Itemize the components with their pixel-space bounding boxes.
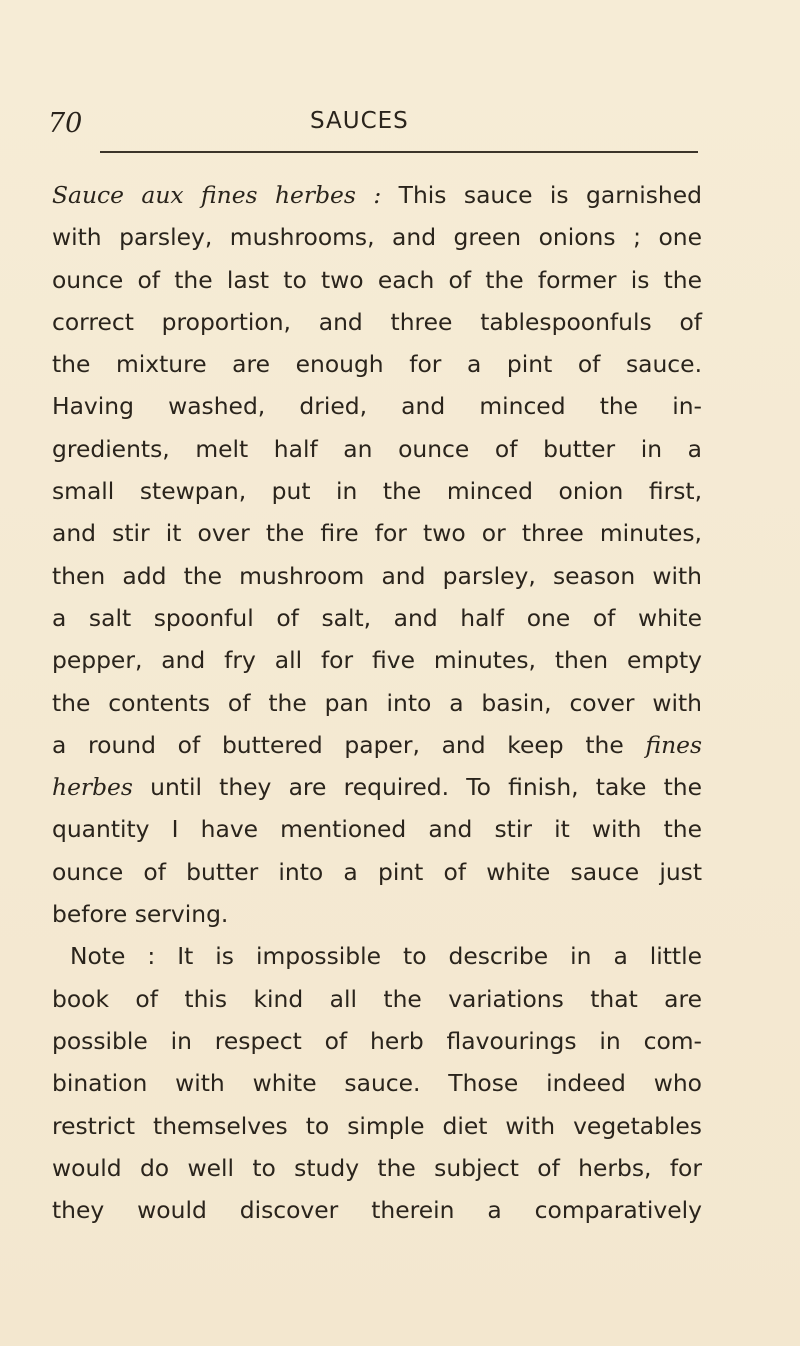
page-number: 70: [48, 108, 83, 139]
text-line: quantity I have mentioned and stir it with the: [52, 815, 702, 844]
text-line: with parsley, mushrooms, and green onions ; one: [52, 223, 702, 252]
text-line: book of this kind all the variations that are: [52, 984, 702, 1013]
italic-term: herbes: [52, 773, 133, 802]
text-line: pepper, and fry all for five minutes, then empty: [52, 646, 702, 675]
text-line: gredients, melt half an ounce of butter in a: [52, 434, 702, 463]
body-text: [52, 174, 702, 1231]
text-line: [52, 724, 702, 766]
text-line: and stir it over the fire for two or three minutes,: [52, 519, 702, 548]
text-line: the contents of the pan into a basin, cover with: [52, 688, 702, 717]
text-line: then add the mushroom and parsley, season with: [52, 561, 702, 590]
text-line: ounce of butter into a pint of white sauce just: [52, 857, 702, 886]
text-line: possible in respect of herb flavourings in com-: [52, 1026, 702, 1055]
line-text: This sauce is garnished: [381, 181, 702, 209]
text-line: would do well to study the subject of herbs, for: [52, 1153, 702, 1182]
text-line: restrict themselves to simple diet with vegetables: [52, 1111, 702, 1140]
line-text: a round of buttered paper, and keep the: [52, 730, 646, 759]
italic-term: fines: [645, 730, 702, 759]
text-line: Having washed, dried, and minced the in-: [52, 392, 702, 421]
text-line: the mixture are enough for a pint of sauce.: [52, 350, 702, 379]
running-head: SAUCES: [310, 108, 409, 134]
text-line: they would discover therein a comparatively: [52, 1196, 702, 1225]
text-line: [52, 174, 702, 216]
text-line: correct proportion, and three tablespoonfuls of: [52, 307, 702, 336]
page-header: [48, 104, 748, 144]
text-line: bination with white sauce. Those indeed who: [52, 1069, 702, 1098]
header-rule: [100, 151, 698, 153]
text-line: before serving.: [52, 900, 229, 929]
text-line: ounce of the last to two each of the former is the: [52, 265, 702, 294]
line-text: until they are required. To finish, take the: [132, 773, 702, 802]
recipe-title: Sauce aux fines herbes :: [52, 181, 382, 209]
text-line: a salt spoonful of salt, and half one of white: [52, 603, 702, 632]
text-line: [52, 766, 702, 808]
text-line: small stewpan, put in the minced onion first,: [52, 477, 702, 506]
note-line: Note : It is impossible to describe in a little: [70, 942, 702, 971]
